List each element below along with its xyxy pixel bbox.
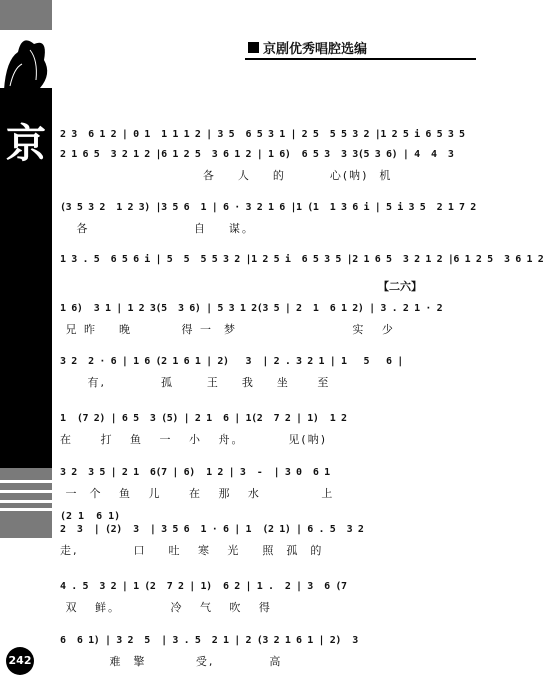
score-row: [60, 253, 543, 289]
lyrics-line: 一 个 鱼 儿 在 那 水 上: [60, 487, 335, 500]
lyrics-line: 有, 孤 王 我 坐 至: [60, 376, 331, 389]
page-number: 242: [6, 647, 34, 675]
notes-line: 1 3 . 5 6 5 6 i | 5 5 5 5 3 2 |1 2 5 i 6 5 3 5 |2 1 6 5 3 2 1 2 |6 1 2 5 3 6 1 2: [60, 254, 543, 265]
score-row: [60, 466, 470, 502]
score-row: [60, 355, 470, 391]
notes-line: 4 . 5 3 2 | 1 (2 7 2 | 1) 6 2 | 1 . 2 | 3 6 (7: [60, 581, 347, 592]
header-square-icon: [248, 42, 259, 53]
sidebar-gray-band: [0, 0, 52, 30]
score-row: [60, 634, 470, 670]
sidebar-stripe: [0, 508, 52, 511]
notes-line: 2 3 | (2) 3 | 3 5 6 1 · 6 | 1 (2 1) | 6 . 5 3 2: [60, 524, 364, 535]
sidebar-gray-panel: [0, 468, 52, 538]
notes-line: 3 2 3 5 | 2 1 6(7 | 6) 1 2 | 3 - | 3 0 6 1: [60, 467, 330, 478]
lyrics-line: [60, 273, 470, 289]
notes-line: (3 5 3 2 1 2 3) |3 5 6 1 | 6 · 3 2 1 6 |1 (1 1 3 6 i | 5 i 3 5 2 1 7 2: [60, 202, 476, 213]
pre-notes-line: (2 1 6 1): [60, 511, 121, 522]
lyrics-line: 各 自 谋。: [60, 222, 255, 235]
score-row: [60, 148, 470, 184]
score-row: [60, 412, 470, 448]
lyrics-line: 双 鲜。 冷 气 吹 得: [60, 601, 272, 614]
lyrics-line: 各 人 的 心(呐) 机: [60, 169, 393, 182]
lyrics-line: 走, 口 吐 寒 光 照 孤 的: [60, 544, 324, 557]
notes-line: 2 3 6 1 2 | 0 1 1 1 1 2 | 3 5 6 5 3 1 | 2 5 5 5 3 2 |1 2 5 i 6 5 3 5: [60, 129, 465, 140]
sidebar-stripe: [0, 480, 52, 483]
lyrics-line: 在 打 鱼 一 小 舟。 见(呐): [60, 433, 327, 446]
notes-line: 6 6 1) | 3 2 5 | 3 . 5 2 1 | 2 (3 2 1 6 1 | 2) 3: [60, 635, 358, 646]
header-title: 京剧优秀唱腔选编: [263, 42, 368, 57]
score-row: [60, 201, 476, 237]
score-row: [60, 510, 470, 559]
decorative-tree-icon: [0, 30, 52, 110]
sidebar: [0, 0, 52, 690]
lyrics-line: 难 擎 受, 高: [60, 655, 283, 668]
sidebar-glyph: 京: [6, 120, 46, 167]
notes-line: 3 2 2 · 6 | 1 6 (2 1 6 1 | 2) 3 | 2 . 3 2 1 | 1 5 6 |: [60, 356, 403, 367]
lyrics-line: 兄 昨 晚 得 一 梦 实 少: [60, 323, 395, 336]
score-row: [60, 302, 470, 338]
sidebar-stripe: [0, 500, 52, 503]
notes-line: 1 (7 2) | 6 5 3 (5) | 2 1 6 | 1(2 7 2 | 1) 1 2: [60, 413, 347, 424]
score-row: [60, 580, 470, 616]
notes-line: 2 1 6 5 3 2 1 2 |6 1 2 5 3 6 1 2 | 1 6) 6 5 3 3 3(5 3 6) | 4 4 3: [60, 149, 454, 160]
sidebar-stripe: [0, 490, 52, 493]
notes-line: 1 6) 3 1 | 1 2 3(5 3 6) | 5 3 1 2(3 5 | 2 1 6 1 2) | 3 . 2 1 · 2: [60, 303, 443, 314]
header-rule: [245, 58, 476, 60]
section-tag: 【二六】: [378, 280, 422, 293]
